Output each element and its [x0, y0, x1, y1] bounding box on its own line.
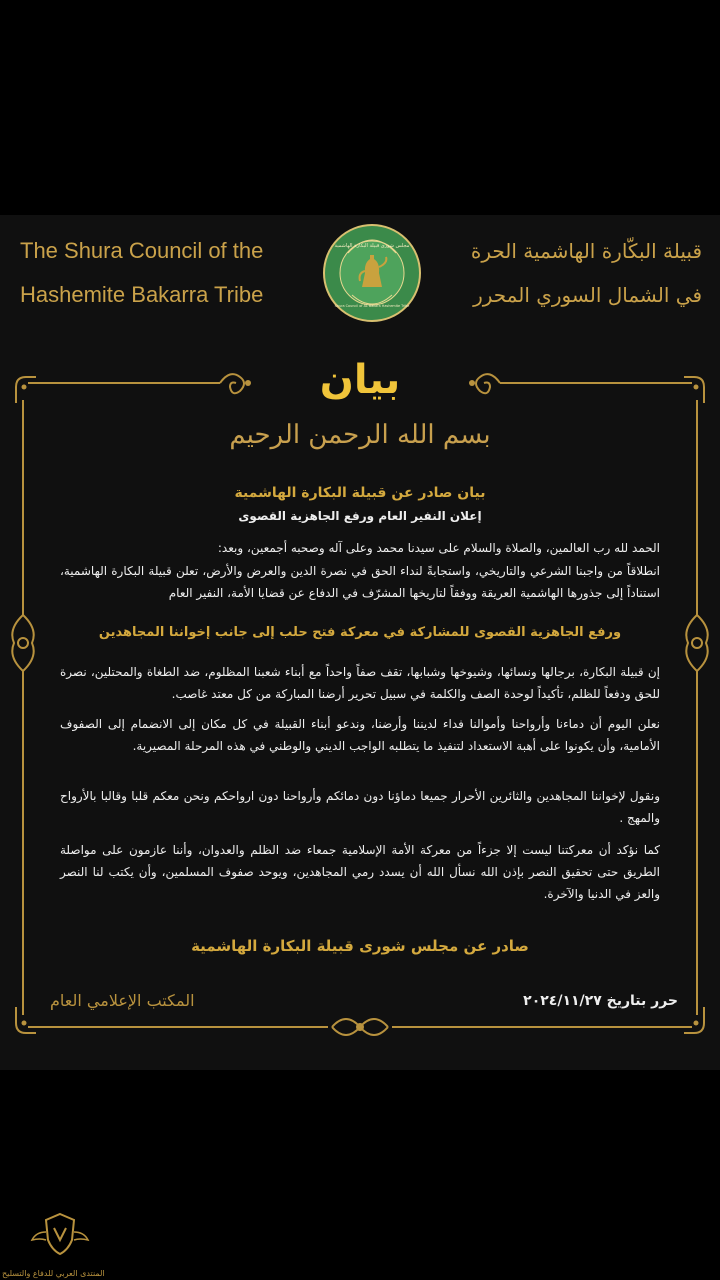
paragraph-5: كما نؤكد أن معركتنا ليست إلا جزءاً من معركة الأمة الإسلامية جمعاء ضد الظلم والعدوان، وأننا عازمون على مواصلة الطريق حتى تحقيق النصر بإذن الله نسأل الله أن يسدد رمي المجاهدين، ويوحد صفوف المسلمين، وأن يكتب لنا النصر والعز في الدنيا والآخرة.: [60, 843, 660, 901]
signature-line: صادر عن مجلس شورى قبيلة البكارة الهاشمية: [191, 937, 529, 955]
corner-bottom-left-icon: [14, 1007, 36, 1035]
header-english: [20, 229, 300, 317]
tribe-logo: [322, 223, 422, 323]
watermark-text: المنتدى العربي للدفاع والتسليح: [2, 1269, 105, 1278]
logo-english-text: Shura Council of AL Bakara Hashemite Tribe: [334, 304, 410, 308]
header-arabic-line2: في الشمال السوري المحرر: [473, 283, 702, 307]
header-arabic-line1: قبيلة البكّارة الهاشمية الحرة: [470, 239, 702, 263]
statement-issuer: بيان صادر عن قبيلة البكارة الهاشمية: [234, 485, 486, 501]
frame-left-lower: [22, 670, 24, 1015]
statement-title: بيان: [319, 357, 401, 403]
frame-bottom-right: [392, 1026, 692, 1028]
issue-date: حرر بتاريخ ٢٠٢٤/١١/٢٧: [523, 993, 678, 1009]
paragraph-3: نعلن اليوم أن دماءنا وأرواحنا وأموالنا فداء لديننا وأرضنا، وندعو أبناء القبيلة في كل مكان إلى الانضمام إلى الصفوف الأمامية، وأن يكونوا على أهبة الاستعداد لتنفيذ ما يتطلبه الواجب الديني والوطني في هذه المرحلة المصيرية.: [60, 717, 660, 753]
opening-paragraph: الحمد لله رب العالمين، والصلاة والسلام على سيدنا محمد وعلى آله وصحبه أجمعين، وبعد:: [217, 541, 660, 555]
frame-bottom-left: [28, 1026, 328, 1028]
header-arabic: [432, 229, 702, 317]
paragraph-2: إن قبيلة البكارة، برجالها ونسائها، وشيوخها وشبابها، تقف صفاً واحداً مع أبناء شعبنا المظلوم، ضد الطغاة والمحتلين، نصرة للحق ودفعاً للظلم، تأكيداً لوحدة الصف والكلمة في سبيل تحرير أرضنا المباركة من كل معتد غاصب.: [60, 665, 660, 701]
forum-watermark: [0, 1210, 130, 1280]
header-english-line1: The Shura Council of the: [20, 238, 264, 263]
highlight-paragraph: ورفع الجاهزية القصوى للمشاركة في معركة فتح حلب إلى جانب إخواننا المجاهدين: [98, 625, 622, 640]
shield-wings-icon: [30, 1210, 90, 1258]
frame-right-lower: [696, 670, 698, 1015]
paragraph-1: انطلاقاً من واجبنا الشرعي والتاريخي، واستجابةً لنداء الحق في نصرة الدين والعرض والأرض، تعلن قبيلة البكارة الهاشمية، استناداً إلى جذورها الهاشمية العريقة ووفقاً لتاريخها المشرّف في الدفاع عن قضايا الأمة، النفير العام: [60, 564, 660, 600]
statement-document: [0, 215, 720, 1070]
logo-arabic-text: مجلس شورى قبيلة البكارة الهاشمية: [334, 243, 410, 249]
ornament-left-icon: [6, 613, 40, 673]
ornament-right-icon: [680, 613, 714, 673]
header-english-line2: Hashemite Bakarra Tribe: [20, 282, 264, 307]
ornament-bottom-icon: [330, 1011, 390, 1043]
statement-subject: إعلان النفير العام ورفع الجاهزية القصوى: [238, 509, 482, 523]
paragraph-4: ونقول لإخواننا المجاهدين والثائرين الأحرار جميعا دماؤنا دون دمائكم وأرواحنا دون ارواحكم ونحن معكم قلبا وقالبا بالأرواح والمهج .: [60, 789, 660, 825]
media-office: المكتب الإعلامي العام: [50, 991, 195, 1010]
basmala-calligraphy: بسم الله الرحمن الرحيم: [229, 420, 491, 450]
corner-bottom-right-icon: [684, 1007, 706, 1035]
